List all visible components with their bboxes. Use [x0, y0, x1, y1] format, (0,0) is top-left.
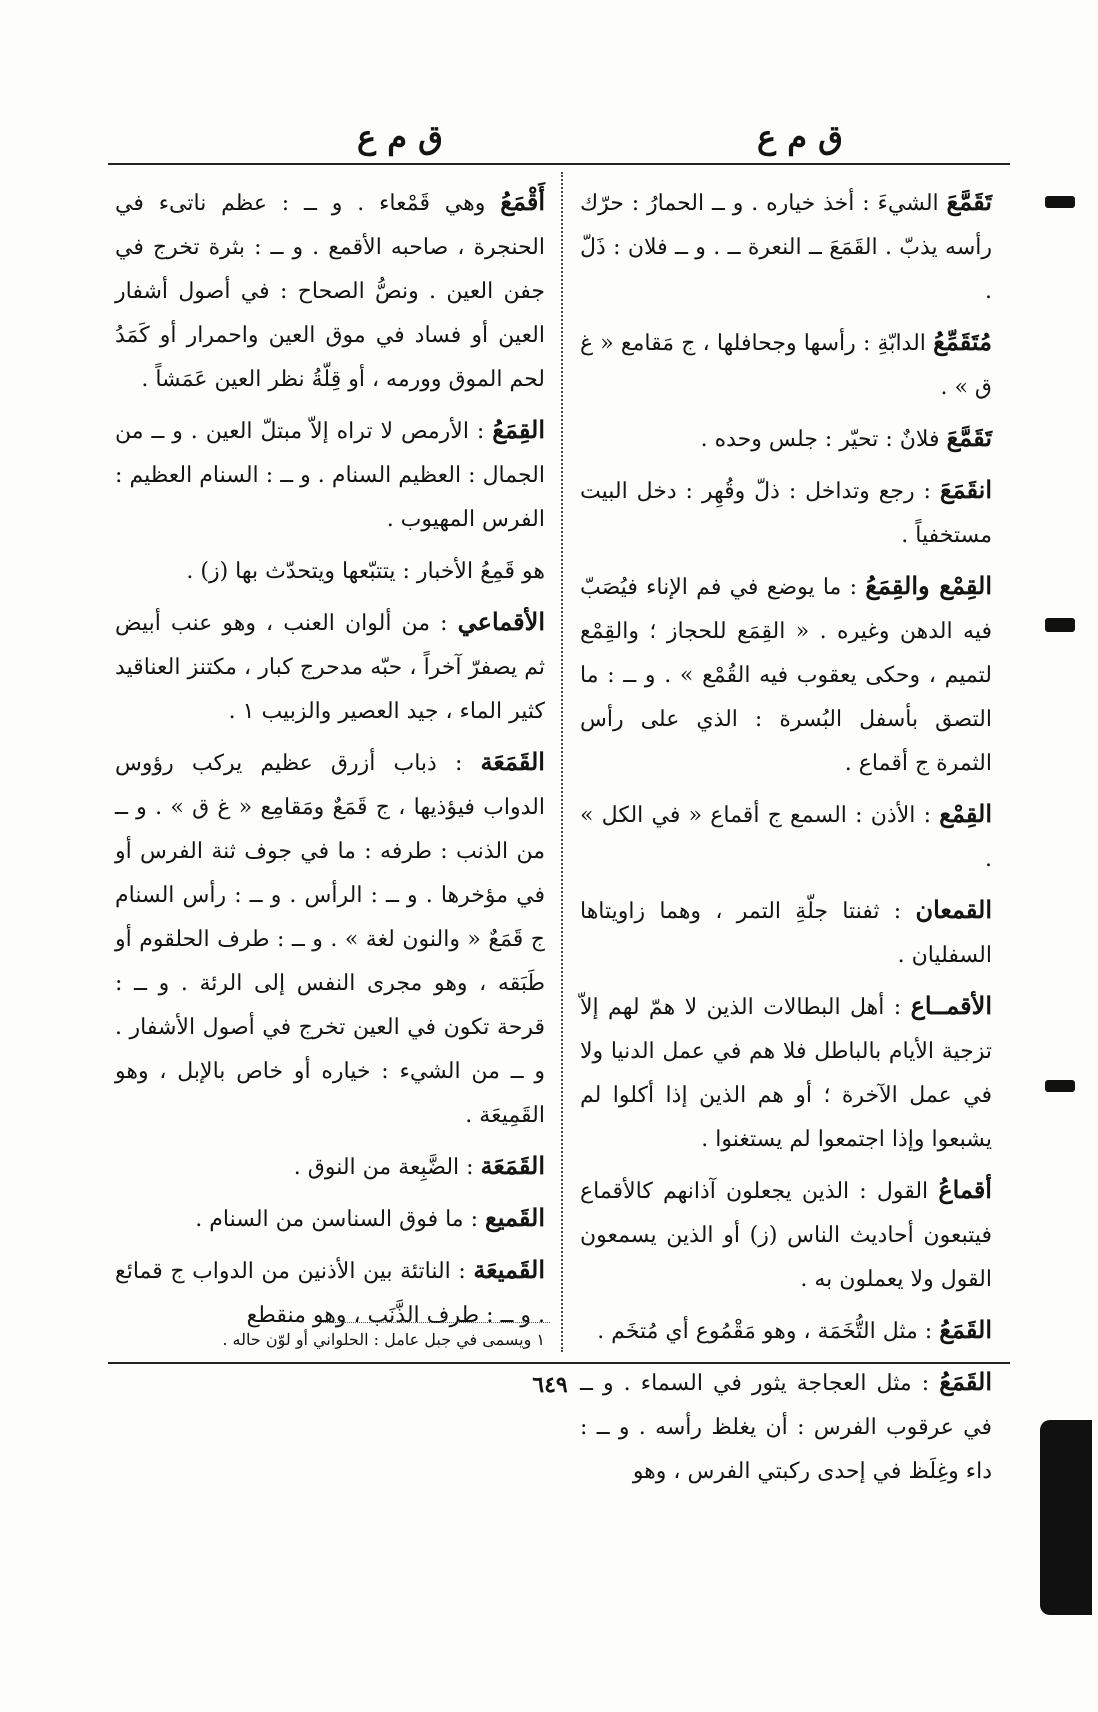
definition: القول : الذين يجعلون آذانهم كالأقماع فيتبعون أحاديث الناس (ز) أو الذين يسمعون القول ولا يعملون به . — [580, 1179, 992, 1292]
page-number: ٦٤٩ — [532, 1372, 568, 1398]
right-column-header: ق م ع — [756, 118, 843, 156]
entry — [115, 180, 545, 408]
headword: انقَمَعَ — [939, 475, 992, 504]
entry — [115, 1144, 545, 1196]
headword: القَميع — [484, 1203, 545, 1232]
definition: : ما فوق السناسن من السنام . — [195, 1207, 478, 1232]
headword: القمعان — [915, 895, 992, 924]
definition: : ما يوضع في فم الإناء فيُصَبّ فيه الدهن وغيره . « القِمَع للحجاز ؛ والقِمْع لتميم ، وحكى يعقوب فيه القُمْع » . و ــ : ما التصق بأسفل البُسرة : الذي على رأس الثمرة ج أقماع . — [580, 575, 992, 776]
entry — [115, 1196, 545, 1248]
definition: الشيءَ : أخذ خياره . و ــ الحمارُ : حرّك رأسه يذبّ . القَمَعَ ــ النعرة ــ . و ــ فلان : ذَلّ . — [580, 191, 992, 304]
definition: : أهل البطالات الذين لا همّ لهم إلاّ تزجية الأيام بالباطل فلا هم في عمل الدنيا ولا في عمل الآخرة ؛ أو هم الذين إذا أكلوا لم يشبعوا وإذا اجتمعوا لم يستغنوا . — [580, 995, 992, 1152]
entry — [580, 468, 992, 564]
entry — [580, 1168, 992, 1308]
definition: : ثفنتا جلّةِ التمر ، وهما زاويتاها السفليان . — [580, 899, 992, 968]
definition: : مثل العجاجة يثور في السماء . و ــ في عرقوب الفرس : أن يغلظ رأسه . و ــ : داء وغِلَظ في إحدى ركبتي الفرس ، وهو — [580, 1371, 992, 1484]
left-column-header: ق م ع — [356, 118, 443, 156]
column-divider — [561, 172, 563, 1352]
entry — [580, 1360, 992, 1500]
entry — [580, 180, 992, 320]
definition: : ذباب أزرق عظيم يركب رؤوس الدواب فيؤذيها ، ج قَمَعٌ ومَقامِع « غ ق » . و ــ من الذنب : طرفه : ما في جوف ثنة الفرس أو في مؤخرها . و ــ : الرأس . و ــ : رأس السنام ج قَمَعٌ « والنون لغة » . و ــ : طرف الحلقوم أو طَبَقه ، وهو مجرى النفس إلى الرئة . و ــ : قرحة تكون في العين تخرج في أصول الأشفار . و ــ من الشيء : خياره أو خاص بالإبل ، وهو القَمِيعَة . — [115, 751, 545, 1128]
entry — [580, 888, 992, 984]
entry — [115, 548, 545, 600]
headword: القَمَعُ — [939, 1315, 992, 1344]
margin-tab-mark — [1045, 196, 1075, 208]
entry — [115, 408, 545, 548]
headword: مُتَقَمِّعُ — [933, 327, 992, 356]
entry — [580, 320, 992, 416]
bottom-rule — [108, 1362, 1010, 1364]
definition: : رجع وتداخل : ذلّ وقُهِر : دخل البيت مستخفياً . — [580, 479, 992, 548]
margin-tab-mark — [1045, 1080, 1075, 1092]
headword: تَقَمَّعَ — [946, 187, 992, 216]
top-rule — [108, 163, 1010, 165]
definition: : الناتئة بين الأذنين من الدواب ج قمائع . و ــ : طرف الذَّنَب ، وهو منقطع — [115, 1259, 545, 1328]
definition: : الضَّبِعة من النوق . — [293, 1155, 474, 1180]
headword: القَمَعُ — [939, 1367, 992, 1396]
headword: الأقماعي — [457, 607, 545, 636]
right-column — [580, 180, 992, 1500]
definition: : من ألوان العنب ، وهو عنب أبيض ثم يصفرّ آخراً ، حبّه مدحرج كبار ، مكتنز العناقيد كثير الماء ، جيد العصير والزبيب ١ . — [115, 611, 545, 724]
footnote: ١ ويسمى في جبل عامل : الحلواني أو لوّن حاله . — [222, 1330, 545, 1349]
headword: القَمَعَة — [480, 747, 545, 776]
entry — [115, 740, 545, 1144]
headword: تَقَمَّعَ — [946, 423, 992, 452]
entry — [580, 416, 992, 468]
definition: هو قَمِعُ الأخبار : يتتبّعها ويتحدّث بها (ز) . — [186, 559, 545, 584]
headword: القَمَعَة — [480, 1151, 545, 1180]
left-column — [115, 180, 545, 1344]
headword: القِمَعُ — [492, 415, 545, 444]
margin-tab-mark — [1045, 618, 1075, 632]
footnote-rule — [320, 1322, 550, 1323]
headword: القِمْع والقِمَعُ — [865, 571, 992, 600]
entry — [580, 984, 992, 1168]
definition: الدابّةِ : رأسها وجحافلها ، ج مَقامع « غ ق » . — [580, 331, 992, 400]
definition: : الأذن : السمع ج أقماع « في الكل » . — [580, 803, 992, 872]
headword: القَميعَة — [473, 1255, 545, 1284]
definition: : الأرمص لا تراه إلاّ مبتلّ العين . و ــ من الجمال : العظيم السنام . و ــ : السنام العظيم : الفرس المهيوب . — [115, 419, 545, 532]
definition: فلانٌ : تحيّر : جلس وحده . — [700, 427, 940, 452]
headword: الأقمــاع — [910, 991, 992, 1020]
headword: أقماعُ — [938, 1175, 992, 1204]
edge-thumb-index-mark — [1040, 1420, 1092, 1615]
entry — [115, 600, 545, 740]
entry — [580, 792, 992, 888]
headword: القِمْع — [939, 799, 992, 828]
entry — [580, 1308, 992, 1360]
headword: أَقْمَعُ — [500, 187, 546, 216]
entry — [580, 564, 992, 792]
definition: وهي قَمْعاء . و ــ : عظم ناتىء في الحنجرة ، صاحبه الأقمع . و ــ : بثرة تخرج في جفن العين . ونصُّ الصحاح : في أصول أشفار العين أو فساد في موق العين واحمرار أو كَمَدُ لحم الموق وورمه ، أو قِلّةُ نظر العين عَمَشاً . — [115, 191, 545, 392]
definition: : مثل التُّخَمَة ، وهو مَقْمُوع أي مُتخَم . — [597, 1319, 933, 1344]
